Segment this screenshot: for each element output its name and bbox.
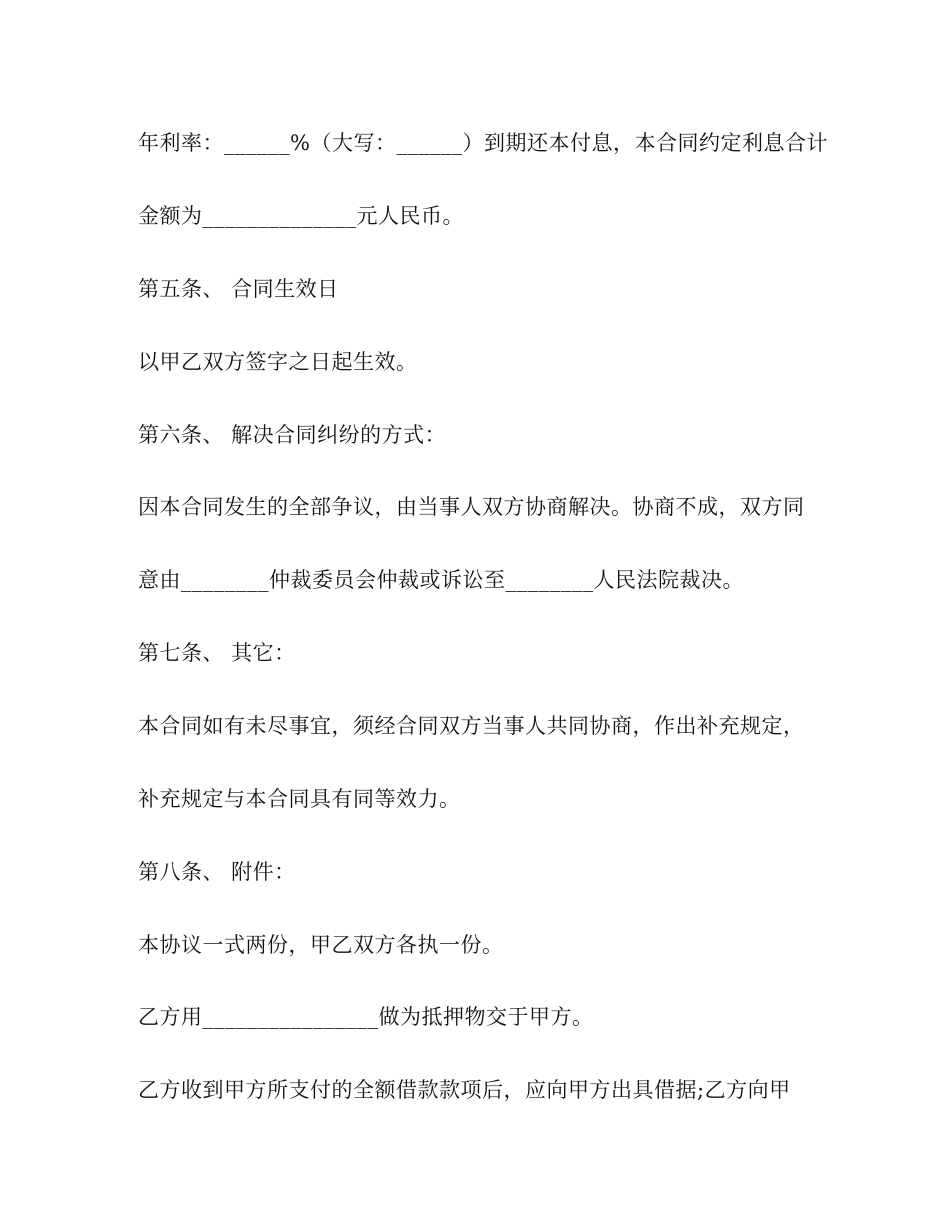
text-line-receipt: 乙方收到甲方所支付的全额借款款项后，应向甲方出具借据;乙方向甲 <box>138 1078 791 1102</box>
text-line-collateral: 乙方用________________做为抵押物交于甲方。 <box>138 1005 594 1029</box>
text-line-interest-amount: 金额为______________元人民币。 <box>138 204 464 228</box>
text-line-dispute-1: 因本合同发生的全部争议，由当事人双方协商解决。协商不成，双方同 <box>138 495 805 519</box>
heading-article-8: 第八条、 附件： <box>138 860 296 884</box>
text-line-other-1: 本合同如有未尽事宜，须经合同双方当事人共同协商，作出补充规定， <box>138 714 805 738</box>
heading-article-5: 第五条、 合同生效日 <box>138 277 339 301</box>
heading-article-6: 第六条、 解决合同纠纷的方式： <box>138 423 447 447</box>
text-line-interest-rate: 年利率：______%（大写：______）到期还本付息，本合同约定利息合计 <box>138 131 828 155</box>
text-line-copies: 本协议一式两份，甲乙双方各执一份。 <box>138 933 504 957</box>
text-line-other-2: 补充规定与本合同具有同等效力。 <box>138 787 461 811</box>
text-line-dispute-2: 意由________仲裁委员会仲裁或诉讼至________人民法院裁决。 <box>138 568 744 592</box>
text-line-effective: 以甲乙双方签字之日起生效。 <box>138 350 418 374</box>
heading-article-7: 第七条、 其它： <box>138 641 296 665</box>
